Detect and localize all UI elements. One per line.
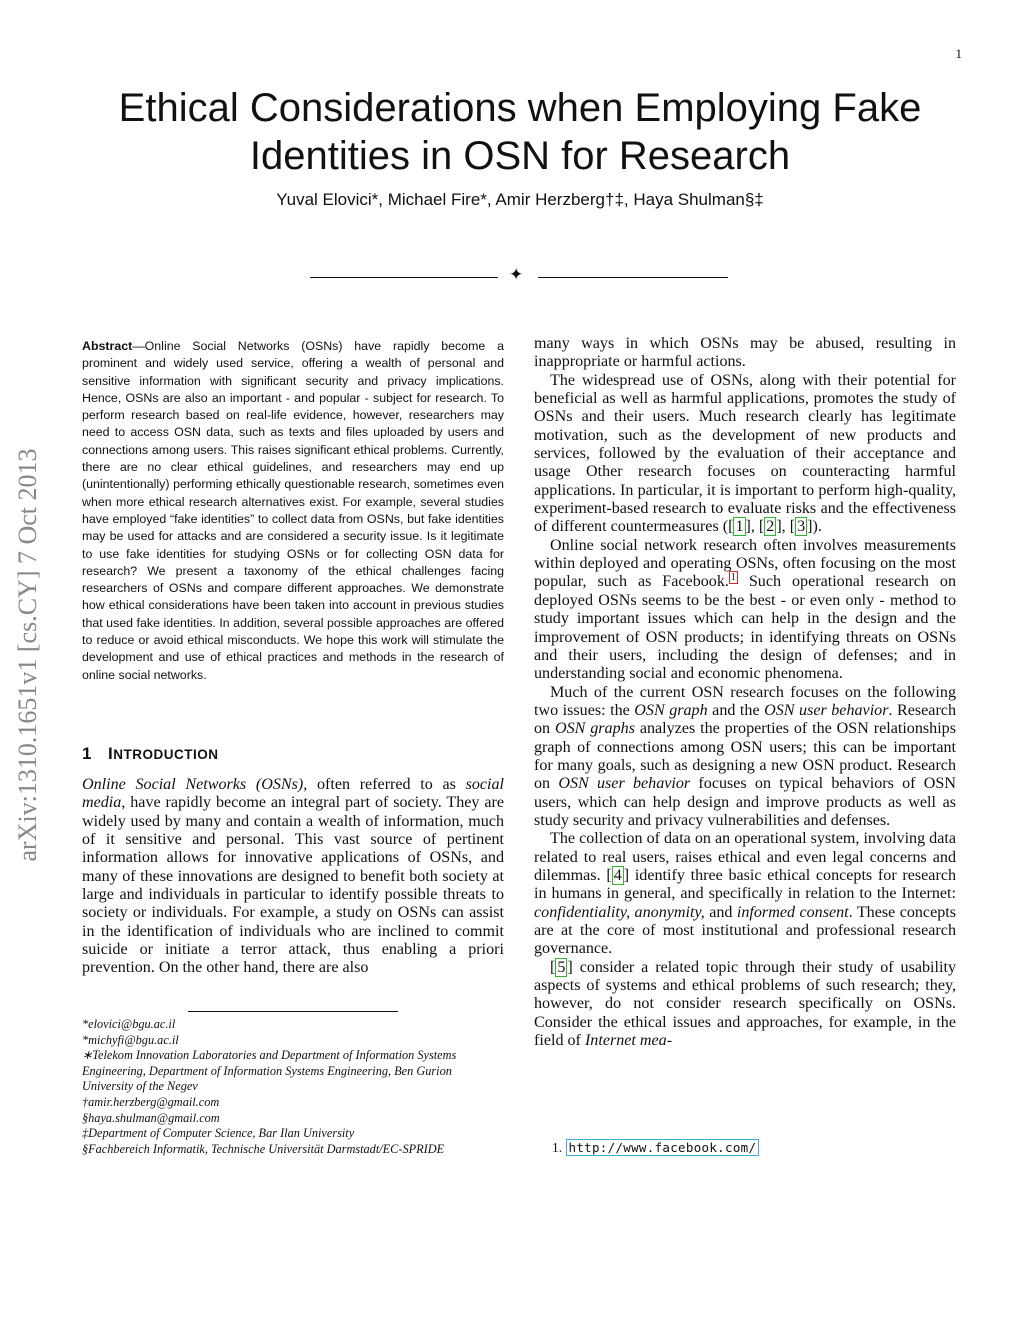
paragraph xyxy=(534,684,956,831)
footnote-item: ∗Telekom Innovation Laboratories and Department of Information Systems Engineering, Department of Information Systems Engineering, Ben Gurion University of the Negev xyxy=(82,1048,457,1094)
paragraph-text: ], [ xyxy=(745,518,765,536)
term: OSN graph xyxy=(634,701,708,719)
paragraph-text: [ xyxy=(550,958,556,976)
page-footnote xyxy=(552,1140,759,1156)
divider-star-icon: ✦ xyxy=(509,265,524,285)
term: OSN graphs xyxy=(554,720,635,738)
paragraph xyxy=(534,830,956,958)
abstract-text: —Online Social Networks (OSNs) have rapidly become a prominent and widely used service, offering a wealth of personal and sensitive information with significant security and privacy implications. Hence, OSNs are also an important - and popular - subject for research. To perform research based on real-life evidence, however, researchers may need to access OSN data, such as texts and files uploaded by users and connections among users. This raises significant ethical problems. Currently, there are no clear ethical guidelines, and researchers may end up (unintentionally) performing ethically questionable research, sometimes even when more ethical research alternatives exist. For example, several studies have employed “fake identities” to collect data from OSNs, but fake identities may be used for attacks and are considered a security issue. Is it legitimate to use fake identities for studying OSNs or for collecting OSN data for research? We present a taxonomy of the ethical challenges facing researchers of OSNs and compare different approaches. We demonstrate how ethical considerations have been taken into account in previous studies that used fake identities. In addition, several possible approaches are offered to reduce or avoid ethical misconducts. We hope this work will stimulate the development and use of ethical practices and methods in the research of online social networks. xyxy=(82,339,504,682)
paragraph xyxy=(534,959,956,1051)
footnote-rule xyxy=(188,1011,398,1012)
section-number: 1 xyxy=(82,744,92,763)
divider-right xyxy=(538,277,728,278)
intro-text: , often referred to as xyxy=(303,776,466,793)
paragraph-text: Much of the current OSN research focuses on the following two issues: the xyxy=(534,683,956,719)
paragraph-text: . These concepts are at the core of most institutional and professional research governance. xyxy=(534,903,957,958)
term-social-media: social media xyxy=(82,776,505,812)
paragraph-text: Online social network research often involves measurements within deployed and operating OSNs, often focusing on the most popular, such as Facebook. xyxy=(534,536,956,591)
title-line-1: Ethical Considerations when Employing Fake xyxy=(118,86,922,130)
footnote-item: *michyfi@bgu.ac.il xyxy=(82,1032,179,1047)
title-line-2: Identities in OSN for Research xyxy=(249,134,791,178)
divider-left xyxy=(310,277,498,278)
author-footnotes xyxy=(82,1017,504,1157)
paragraph-text: ], [ xyxy=(776,518,796,536)
footnote-item: §Fachbereich Informatik, Technische Universität Darmstadt/EC-SPRIDE xyxy=(82,1141,445,1156)
citation-link[interactable]: 5 xyxy=(557,958,566,976)
paragraph-text: focuses on typical behaviors of OSN users, which can help design and improve products as well as study security and privacy vulnerabilities and defenses. xyxy=(534,775,956,829)
term: confidentiality, anonymity, xyxy=(534,903,705,921)
term: OSN user behavior xyxy=(764,701,889,719)
footnote-item: §haya.shulman@gmail.com xyxy=(82,1110,220,1125)
paper-title xyxy=(90,84,950,180)
citation-link[interactable]: 3 xyxy=(797,518,806,536)
paragraph xyxy=(534,537,956,684)
intro-paragraph xyxy=(82,776,504,978)
paragraph-text: ] consider a related topic through their study of usability aspects of systems and ethical problems of such research; they, however, do not consider research specifically on OSNs. Consider the ethical issues and approaches, for example, in the field of xyxy=(534,958,956,1050)
paragraph-text: ] identify three basic ethical concepts for research in humans in general, and specifically in relation to the Internet: xyxy=(534,866,957,903)
intro-text: , have rapidly become an integral part of society. They are widely used by many and contain a wealth of information, much of it sensitive and personal. This vast source of pertinent information allows for innovative applications of OSNs, and many of these innovations are designed to benefit both society at large and individuals in particular to identify possible threats to society or individuals. For example, a study on OSNs can assist in the identification of individuals who are inclined to commit suicide or initiate a terror attack, thus enabling a priori prevention. On the other hand, there are also xyxy=(82,794,504,977)
paragraph-text: and the xyxy=(707,701,765,719)
page-number: 1 xyxy=(955,46,962,61)
section-heading-initial: I xyxy=(107,744,114,763)
citation-link[interactable]: 1 xyxy=(735,518,744,536)
footnote-number: 1. xyxy=(552,1140,563,1155)
paragraph-text: . Research on xyxy=(534,701,957,738)
paragraph-text: analyzes the properties of the OSN relationships graph of connections among OSN users; this can be important for many goals, such as designing a new OSN product. Research on xyxy=(534,720,956,793)
paragraph-text: and xyxy=(704,903,737,921)
footnote-item: ‡Department of Computer Science, Bar Ilan University xyxy=(82,1126,355,1141)
paragraph: many ways in which OSNs may be abused, resulting in inappropriate or harmful actions. xyxy=(534,335,956,371)
section-heading-introduction xyxy=(82,744,218,764)
author-list: Yuval Elovici*, Michael Fire*, Amir Herzberg†‡, Haya Shulman§‡ xyxy=(276,190,764,209)
term: informed consent xyxy=(736,903,849,921)
footnote-link[interactable]: 1 xyxy=(730,572,736,584)
paragraph-text: The collection of data on an operational system, involving data related to real users, raises ethical and even legal concerns and dilemmas. [ xyxy=(534,830,956,884)
footnote-item: †amir.herzberg@gmail.com xyxy=(82,1094,220,1109)
term-osn: Online Social Networks (OSNs) xyxy=(82,776,304,793)
right-column xyxy=(534,335,956,1050)
citation-link[interactable]: 2 xyxy=(766,518,775,536)
paragraph-text: ]). xyxy=(807,518,822,536)
term: Internet mea- xyxy=(584,1032,673,1050)
abstract-label: Abstract xyxy=(82,339,133,353)
arxiv-identifier[interactable]: arXiv:1310.1651v1 [cs.CY] 7 Oct 2013 xyxy=(13,448,42,862)
abstract xyxy=(82,338,504,684)
footnote-url-link[interactable]: http://www.facebook.com/ xyxy=(566,1139,760,1156)
paragraph-text: Such operational research on deployed OSNs seems to be the best - or even only - method to study important issues which can help in the design and the improvement of OSN products; in identifying threats on OSNs and their users, including the design of defenses; and in understanding social and economic phenomena. xyxy=(534,573,956,683)
paragraph xyxy=(534,372,956,537)
section-heading-rest: NTRODUCTION xyxy=(113,747,219,762)
paragraph-text: The widespread use of OSNs, along with their potential for beneficial as well as harmful applications, promotes the study of OSNs and their users. Much research clearly has legitimate motivation, such as the development of new products and services, followed by the evaluation of their acceptance and usage Other research focuses on counteracting harmful applications. In particular, it is important to perform high-quality, experiment-based research to evaluate risks and the effectiveness of different countermeasures ([ xyxy=(534,371,956,536)
term: OSN user behavior xyxy=(558,775,691,793)
footnote-item: *elovici@bgu.ac.il xyxy=(82,1017,176,1031)
citation-link[interactable]: 4 xyxy=(613,866,622,884)
